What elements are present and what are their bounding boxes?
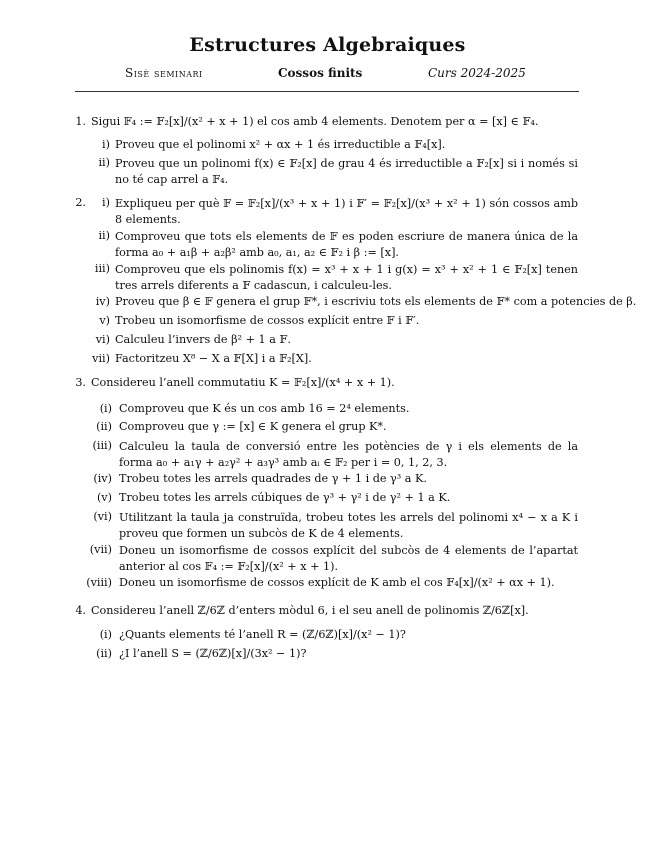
item-label: (v) bbox=[96, 491, 112, 504]
item-text: Proveu que un polinomi f(x) ∈ 𝔽₂[x] de grau 4 és irreductible a 𝔽₂[x] si i només si no té cap arrel a 𝔽₄. bbox=[115, 157, 578, 186]
item-label: iv) bbox=[95, 295, 110, 308]
item-label: (vi) bbox=[93, 510, 112, 523]
seminar-label: Sisè seminari bbox=[125, 66, 203, 80]
item-label: vi) bbox=[95, 333, 110, 346]
item-label: ii) bbox=[98, 156, 110, 169]
item-text: Calculeu la taula de conversió entre les potències de γ i els elements de la forma a₀ + a₁γ + a₂γ² + a₃γ³ amb aᵢ ∈ 𝔽₂ per i = 0, 1, 2, 3. bbox=[119, 440, 578, 469]
item-text: Comproveu que γ := [x] ∈ K genera el grup K*. bbox=[119, 420, 387, 433]
problem-number: 1. bbox=[75, 115, 86, 128]
item-label: vii) bbox=[92, 352, 110, 365]
item-text: Trobeu totes les arrels quadrades de γ + 1 i de γ³ a K. bbox=[119, 472, 427, 485]
problem-number: 2. bbox=[75, 196, 86, 209]
problem-number: 4. bbox=[75, 604, 86, 617]
item-label: i) bbox=[102, 138, 110, 151]
item-text: Comproveu que els polinomis f(x) = x³ + x + 1 i g(x) = x³ + x² + 1 ∈ 𝔽₂[x] tenen tres arrels diferents a 𝔽 cadascun, i calculeu-les. bbox=[115, 263, 578, 292]
course-label: Curs 2024-2025 bbox=[428, 66, 526, 80]
item-text: Factoritzeu X⁸ − X a 𝔽[X] i a 𝔽₂[X]. bbox=[115, 352, 312, 365]
item-text: Doneu un isomorfisme de cossos explícit de K amb el cos 𝔽₄[x]/(x² + αx + 1). bbox=[119, 576, 555, 589]
item-label: (vii) bbox=[89, 543, 112, 556]
item-text: ¿I l’anell S = (ℤ/6ℤ)[x]/(3x² − 1)? bbox=[119, 647, 307, 660]
item-label: (ii) bbox=[96, 647, 112, 660]
document-title: Estructures Algebraiques bbox=[189, 34, 466, 56]
item-text: Utilitzant la taula ja construïda, trobeu totes les arrels del polinomi x⁴ − x a K i proveu que formen un subcòs de K de 4 elements. bbox=[119, 511, 578, 540]
problem-number: 3. bbox=[75, 376, 86, 389]
item-label: v) bbox=[99, 314, 110, 327]
item-text: Calculeu l’invers de β² + 1 a 𝔽. bbox=[115, 333, 291, 346]
problem-statement: Considereu l’anell ℤ/6ℤ d’enters mòdul 6, i el seu anell de polinomis ℤ/6ℤ[x]. bbox=[91, 604, 529, 617]
problem-statement: Considereu l’anell commutatiu K = 𝔽₂[x]/(x⁴ + x + 1). bbox=[91, 376, 395, 389]
item-label: i) bbox=[102, 196, 110, 209]
item-text: Trobeu un isomorfisme de cossos explícit entre 𝔽 i 𝔽′. bbox=[115, 314, 420, 327]
topic-label: Cossos finits bbox=[278, 66, 363, 80]
item-text: Comproveu que tots els elements de 𝔽 es poden escriure de manera única de la forma a₀ + a₁β + a₂β² amb a₀, a₁, a₂ ∈ 𝔽₂ i β := [x]. bbox=[115, 230, 578, 259]
item-label: (i) bbox=[99, 402, 112, 415]
item-text: ¿Quants elements té l’anell R = (ℤ/6ℤ)[x]/(x² − 1)? bbox=[119, 628, 406, 641]
item-text: Trobeu totes les arrels cúbiques de γ³ + γ² i de γ² + 1 a K. bbox=[119, 491, 451, 504]
item-label: ii) bbox=[98, 229, 110, 242]
item-text: Expliqueu per què 𝔽 = 𝔽₂[x]/(x³ + x + 1) i 𝔽′ = 𝔽₂[x]/(x³ + x² + 1) són cossos amb 8 elements. bbox=[115, 197, 578, 226]
item-label: (iii) bbox=[92, 439, 112, 452]
item-text: Proveu que β ∈ 𝔽 genera el grup 𝔽*, i escriviu tots els elements de 𝔽* com a potencies de β. bbox=[115, 295, 637, 308]
header-divider bbox=[75, 91, 579, 92]
item-label: (i) bbox=[99, 628, 112, 641]
item-label: (viii) bbox=[86, 576, 112, 589]
item-text: Comproveu que K és un cos amb 16 = 2⁴ elements. bbox=[119, 402, 410, 415]
item-label: (iv) bbox=[93, 472, 112, 485]
item-text: Proveu que el polinomi x² + αx + 1 és irreductible a 𝔽₄[x]. bbox=[115, 138, 446, 151]
problem-statement: Sigui 𝔽₄ := 𝔽₂[x]/(x² + x + 1) el cos amb 4 elements. Denotem per α = [x] ∈ 𝔽₄. bbox=[91, 115, 539, 128]
item-label: iii) bbox=[94, 262, 110, 275]
item-text: Doneu un isomorfisme de cossos explícit del subcòs de 4 elements de l’apartat anterior al cos 𝔽₄ := 𝔽₂[x]/(x² + x + 1). bbox=[119, 544, 578, 573]
item-label: (ii) bbox=[96, 420, 112, 433]
